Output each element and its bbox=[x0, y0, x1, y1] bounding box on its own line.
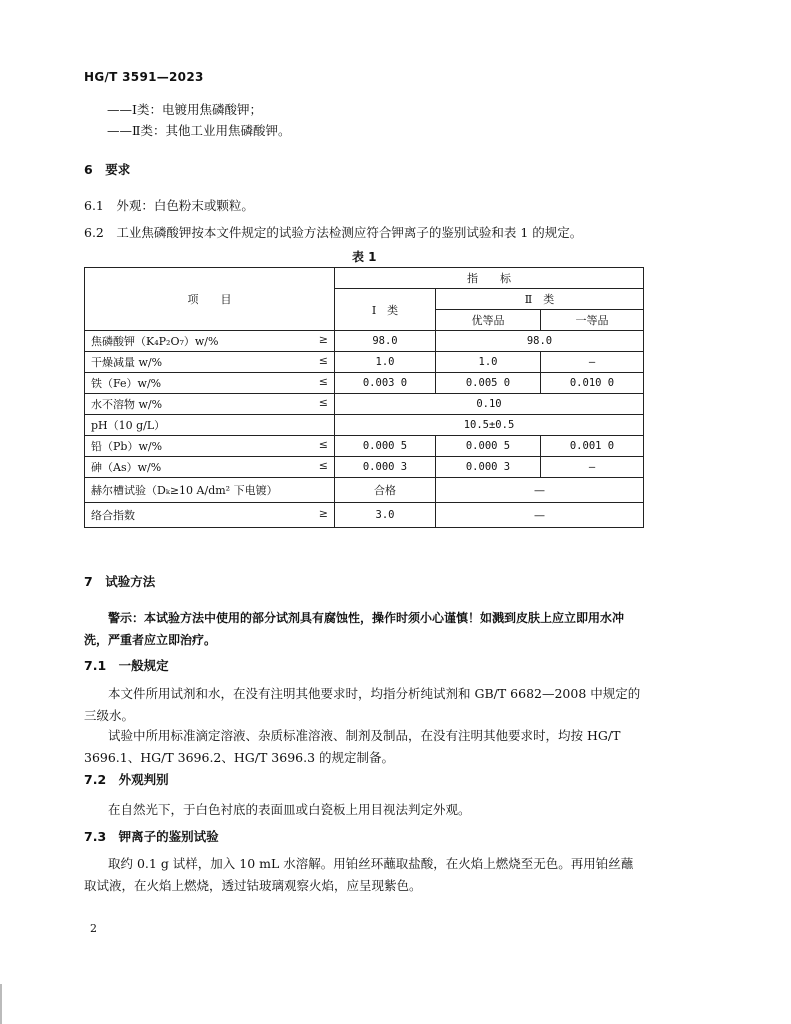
row-operator: ≤ bbox=[318, 459, 328, 472]
header-class-1: Ⅰ 类 bbox=[335, 289, 436, 331]
section-7-title: 7 试验方法 bbox=[84, 574, 156, 589]
cell-class-2: — bbox=[436, 478, 644, 503]
section-7-2-para: 在自然光下，于白色衬底的表面皿或白瓷板上用目视法判定外观。 bbox=[108, 802, 471, 817]
section-6-title: 6 要求 bbox=[84, 162, 131, 177]
spec-table bbox=[84, 267, 644, 528]
table-row bbox=[85, 457, 644, 478]
document-code: HG/T 3591—2023 bbox=[84, 70, 204, 84]
header-item: 项 目 bbox=[85, 268, 335, 331]
table-row bbox=[85, 373, 644, 394]
cell-premium: 1.0 bbox=[436, 352, 541, 373]
cell-premium: 0.000 5 bbox=[436, 436, 541, 457]
table-row bbox=[85, 503, 644, 528]
cell-class-1: 0.003 0 bbox=[335, 373, 436, 394]
row-name: 砷（As）w/% bbox=[91, 461, 162, 474]
section-6-1: 6.1 外观：白色粉末或颗粒。 bbox=[84, 198, 254, 213]
page-edge-mark bbox=[0, 984, 2, 1024]
cell-class-1: 3.0 bbox=[335, 503, 436, 528]
row-name: 铅（Pb）w/% bbox=[91, 440, 163, 453]
section-7-1-para-2: 试验中所用标准滴定溶液、杂质标准溶液、制剂及制品，在没有注明其他要求时，均按 HG/T 3696.1、HG/T 3696.2、HG/T 3696.3 的规定制备。 bbox=[84, 728, 621, 765]
table-row bbox=[85, 478, 644, 503]
row-name: 干燥减量 w/% bbox=[91, 356, 163, 369]
table-row bbox=[85, 352, 644, 373]
section-7-1-para-1: 本文件所用试剂和水，在没有注明其他要求时，均指分析纯试剂和 GB/T 6682—2008 中规定的三级水。 bbox=[84, 686, 641, 723]
row-name: pH（10 g/L） bbox=[91, 419, 166, 432]
header-indicator: 指 标 bbox=[335, 268, 644, 289]
row-name: 络合指数 bbox=[91, 509, 135, 522]
section-7-3-title: 7.3 钾离子的鉴别试验 bbox=[84, 829, 219, 844]
row-operator: ≤ bbox=[318, 375, 328, 388]
cell-first-grade: 0.001 0 bbox=[541, 436, 644, 457]
cell-premium: 0.000 3 bbox=[436, 457, 541, 478]
cell-all: 10.5±0.5 bbox=[335, 415, 644, 436]
cell-class-1: 0.000 5 bbox=[335, 436, 436, 457]
header-class-2: Ⅱ 类 bbox=[436, 289, 644, 310]
section-6-2: 6.2 工业焦磷酸钾按本文件规定的试验方法检测应符合钾离子的鉴别试验和表 1 的规定。 bbox=[84, 225, 583, 240]
row-name: 铁（Fe）w/% bbox=[91, 377, 162, 390]
warning-text: 警示：本试验方法中使用的部分试剂具有腐蚀性，操作时须小心谨慎！如溅到皮肤上应立即用水冲洗，严重者应立即治疗。 bbox=[84, 611, 625, 647]
cell-premium: 0.005 0 bbox=[436, 373, 541, 394]
table-row bbox=[85, 415, 644, 436]
section-7-2-title: 7.2 外观判别 bbox=[84, 772, 169, 787]
table-row bbox=[85, 394, 644, 415]
row-operator: ≥ bbox=[318, 507, 328, 520]
row-name: 赫尔槽试验（Dₖ≥10 A/dm² 下电镀） bbox=[91, 484, 278, 497]
row-name: 焦磷酸钾（K₄P₂O₇）w/% bbox=[91, 335, 219, 348]
cell-class-2: — bbox=[436, 503, 644, 528]
section-7-3-para: 取约 0.1 g 试样，加入 10 mL 水溶解。用铂丝环蘸取盐酸，在火焰上燃烧至无色。再用铂丝蘸取试液，在火焰上燃烧，透过钴玻璃观察火焰，应呈现紫色。 bbox=[84, 856, 634, 893]
cell-class-1: 合格 bbox=[335, 478, 436, 503]
cell-class-1: 98.0 bbox=[335, 331, 436, 352]
cell-first-grade: 0.010 0 bbox=[541, 373, 644, 394]
cell-first-grade: — bbox=[541, 457, 644, 478]
cell-class-1: 0.000 3 bbox=[335, 457, 436, 478]
table-row bbox=[85, 331, 644, 352]
table-caption: 表 1 bbox=[352, 250, 377, 264]
row-operator: ≤ bbox=[318, 354, 328, 367]
row-operator: ≥ bbox=[318, 333, 328, 346]
row-operator: ≤ bbox=[318, 438, 328, 451]
cell-class-1: 1.0 bbox=[335, 352, 436, 373]
header-first-grade: 一等品 bbox=[541, 310, 644, 331]
cell-all: 0.10 bbox=[335, 394, 644, 415]
cell-first-grade: — bbox=[541, 352, 644, 373]
header-premium: 优等品 bbox=[436, 310, 541, 331]
section-7-1-title: 7.1 一般规定 bbox=[84, 658, 169, 673]
class-2-item: ——Ⅱ类：其他工业用焦磷酸钾。 bbox=[107, 123, 291, 138]
class-1-item: ——Ⅰ类：电镀用焦磷酸钾； bbox=[107, 102, 262, 117]
table-row bbox=[85, 436, 644, 457]
row-operator: ≤ bbox=[318, 396, 328, 409]
cell-class-2: 98.0 bbox=[436, 331, 644, 352]
page-number: 2 bbox=[90, 922, 97, 935]
row-name: 水不溶物 w/% bbox=[91, 398, 163, 411]
